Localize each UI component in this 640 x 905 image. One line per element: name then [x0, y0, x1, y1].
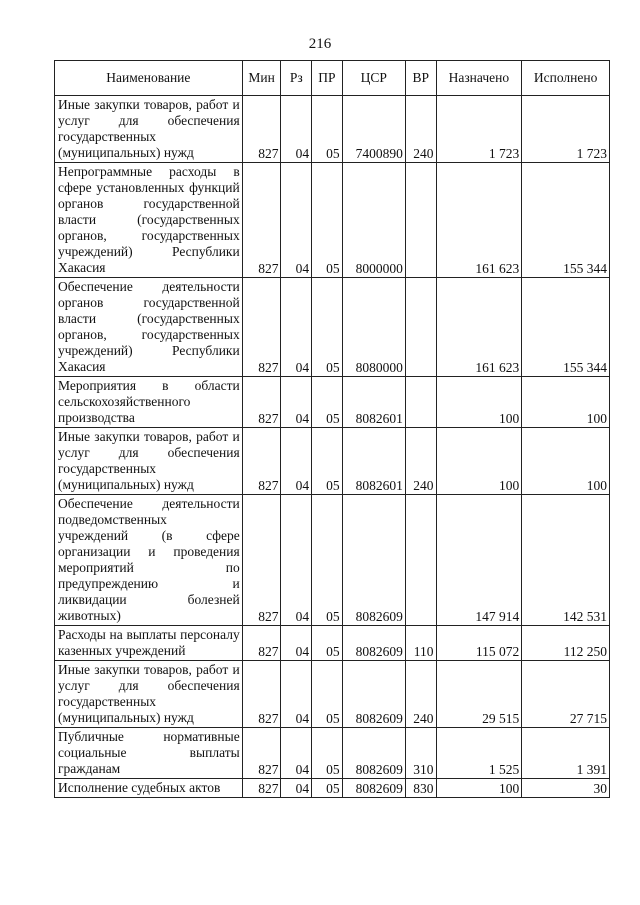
row-rz-cell: 04: [281, 428, 312, 495]
header-assigned: Назначено: [436, 61, 522, 96]
row-executed-cell: 100: [522, 377, 610, 428]
header-name: Наименование: [55, 61, 243, 96]
row-pr-cell: 05: [312, 495, 343, 626]
row-name-cell: Непрограммные расходы в сфере установленных функций органов государственной власти (государственных органов, государственных учреждений) Республики Хакасия: [55, 163, 243, 278]
row-name-cell: Обеспечение деятельности органов государственной власти (государственных органов, государственных учреждений) Республики Хакасия: [55, 278, 243, 377]
row-rz-cell: 04: [281, 779, 312, 798]
row-vr-cell: 240: [405, 96, 436, 163]
table-row: [55, 626, 610, 661]
page-number: 216: [308, 36, 332, 52]
row-vr-cell: 240: [405, 428, 436, 495]
row-min-cell: 827: [242, 495, 281, 626]
row-pr-cell: 05: [312, 377, 343, 428]
row-min-cell: 827: [242, 626, 281, 661]
row-csr-cell: 8000000: [342, 163, 405, 278]
row-csr-cell: 8082609: [342, 661, 405, 728]
row-executed-cell: 112 250: [522, 626, 610, 661]
row-name-cell: Публичные нормативные социальные выплаты гражданам: [55, 728, 243, 779]
row-assigned-cell: 147 914: [436, 495, 522, 626]
row-executed-cell: 1 391: [522, 728, 610, 779]
row-pr-cell: 05: [312, 163, 343, 278]
row-assigned-cell: 1 723: [436, 96, 522, 163]
row-pr-cell: 05: [312, 661, 343, 728]
row-name-cell: Исполнение судебных актов: [55, 779, 243, 798]
row-csr-cell: 8080000: [342, 278, 405, 377]
row-min-cell: 827: [242, 96, 281, 163]
row-min-cell: 827: [242, 377, 281, 428]
row-csr-cell: 8082609: [342, 626, 405, 661]
row-assigned-cell: 100: [436, 779, 522, 798]
row-pr-cell: 05: [312, 728, 343, 779]
row-min-cell: 827: [242, 163, 281, 278]
row-assigned-cell: 161 623: [436, 278, 522, 377]
row-pr-cell: 05: [312, 428, 343, 495]
row-name-cell: Обеспечение деятельности подведомственных учреждений (в сфере организации и проведения мероприятий по предупреждению и ликвидации болезней животных): [55, 495, 243, 626]
row-rz-cell: 04: [281, 163, 312, 278]
budget-table: [54, 60, 610, 798]
row-name-cell: Иные закупки товаров, работ и услуг для обеспечения государственных (муниципальных) нужд: [55, 661, 243, 728]
row-csr-cell: 7400890: [342, 96, 405, 163]
row-rz-cell: 04: [281, 278, 312, 377]
row-min-cell: 827: [242, 728, 281, 779]
header-pr: ПР: [312, 61, 343, 96]
table-row: [55, 428, 610, 495]
row-assigned-cell: 161 623: [436, 163, 522, 278]
row-executed-cell: 100: [522, 428, 610, 495]
row-executed-cell: 155 344: [522, 163, 610, 278]
row-executed-cell: 1 723: [522, 96, 610, 163]
row-vr-cell: 240: [405, 661, 436, 728]
row-name-cell: Мероприятия в области сельскохозяйственного производства: [55, 377, 243, 428]
row-vr-cell: [405, 278, 436, 377]
row-rz-cell: 04: [281, 661, 312, 728]
row-min-cell: 827: [242, 661, 281, 728]
row-name-cell: Расходы на выплаты персоналу казенных учреждений: [55, 626, 243, 661]
row-executed-cell: 155 344: [522, 278, 610, 377]
table-row: [55, 728, 610, 779]
row-assigned-cell: 115 072: [436, 626, 522, 661]
row-assigned-cell: 1 525: [436, 728, 522, 779]
row-executed-cell: 27 715: [522, 661, 610, 728]
row-csr-cell: 8082609: [342, 495, 405, 626]
row-rz-cell: 04: [281, 495, 312, 626]
table-row: [55, 495, 610, 626]
row-vr-cell: [405, 377, 436, 428]
row-vr-cell: 310: [405, 728, 436, 779]
row-vr-cell: 830: [405, 779, 436, 798]
row-vr-cell: 110: [405, 626, 436, 661]
table-row: [55, 377, 610, 428]
table-header-row: [55, 61, 610, 96]
row-assigned-cell: 100: [436, 377, 522, 428]
row-name-cell: Иные закупки товаров, работ и услуг для обеспечения государственных (муниципальных) нужд: [55, 428, 243, 495]
header-rz: Рз: [281, 61, 312, 96]
row-assigned-cell: 100: [436, 428, 522, 495]
header-executed: Исполнено: [522, 61, 610, 96]
row-rz-cell: 04: [281, 377, 312, 428]
table-row: [55, 661, 610, 728]
row-rz-cell: 04: [281, 96, 312, 163]
row-rz-cell: 04: [281, 626, 312, 661]
row-csr-cell: 8082601: [342, 428, 405, 495]
table-row: [55, 163, 610, 278]
header-min: Мин: [242, 61, 281, 96]
table-row: [55, 278, 610, 377]
row-rz-cell: 04: [281, 728, 312, 779]
row-pr-cell: 05: [312, 96, 343, 163]
header-vr: ВР: [405, 61, 436, 96]
row-vr-cell: [405, 163, 436, 278]
header-csr: ЦСР: [342, 61, 405, 96]
row-pr-cell: 05: [312, 278, 343, 377]
row-assigned-cell: 29 515: [436, 661, 522, 728]
row-csr-cell: 8082609: [342, 779, 405, 798]
row-csr-cell: 8082601: [342, 377, 405, 428]
row-vr-cell: [405, 495, 436, 626]
row-min-cell: 827: [242, 428, 281, 495]
row-csr-cell: 8082609: [342, 728, 405, 779]
row-executed-cell: 142 531: [522, 495, 610, 626]
row-pr-cell: 05: [312, 626, 343, 661]
row-pr-cell: 05: [312, 779, 343, 798]
row-min-cell: 827: [242, 278, 281, 377]
table-body: [55, 96, 610, 798]
row-min-cell: 827: [242, 779, 281, 798]
row-name-cell: Иные закупки товаров, работ и услуг для обеспечения государственных (муниципальных) нужд: [55, 96, 243, 163]
row-executed-cell: 30: [522, 779, 610, 798]
table-row: [55, 779, 610, 798]
table-row: [55, 96, 610, 163]
